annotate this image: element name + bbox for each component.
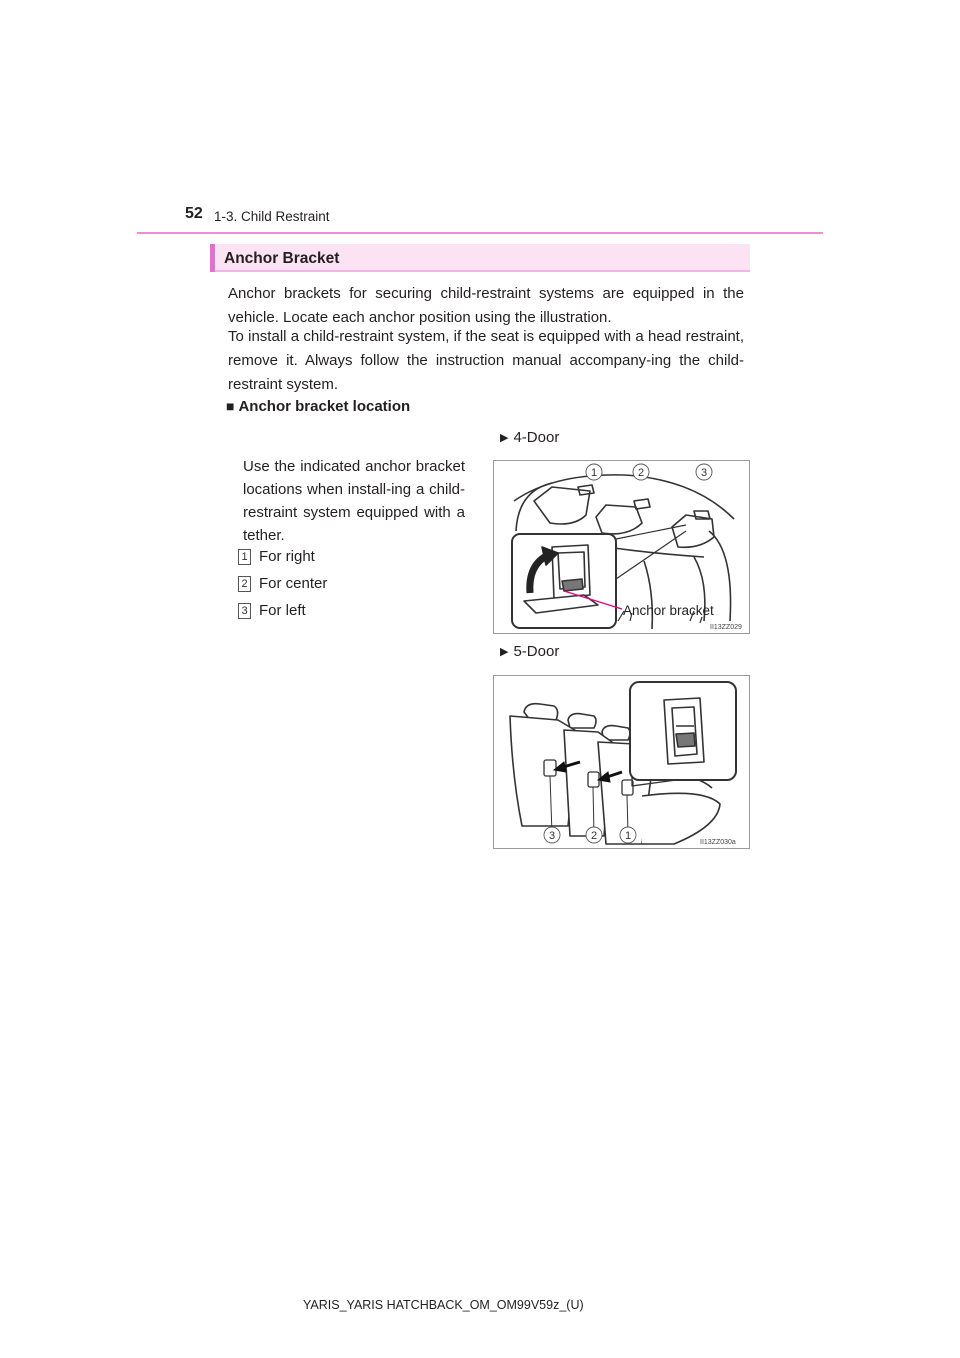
legend-number: 1 [238, 549, 251, 565]
section-title: 1-3. Child Restraint [214, 209, 330, 224]
four-door-figure [493, 460, 750, 634]
legend-label: For left [259, 602, 306, 619]
figure-number: 2 [637, 467, 645, 479]
triangle-bullet-icon: ▶ [500, 646, 509, 658]
legend-item [238, 575, 327, 592]
anchor-bracket-callout: Anchor bracket [623, 603, 714, 618]
intro-paragraph: Anchor brackets for securing child-restraint systems are equipped in the vehicle. Locate each anchor position using the illustration. [228, 285, 744, 326]
legend-item [238, 602, 306, 619]
page-number: 52 [185, 205, 203, 222]
figure-code: II13ZZ030a [700, 839, 736, 846]
figure-number: 3 [548, 830, 556, 842]
figure-number: 1 [624, 830, 632, 842]
legend-label: For center [259, 575, 328, 592]
header-rule [137, 232, 823, 234]
sub-heading-text: Anchor bracket location [238, 398, 411, 415]
legend-item [238, 548, 315, 565]
triangle-bullet-icon: ▶ [500, 432, 509, 444]
sub-heading [226, 398, 410, 415]
figure-number: 1 [590, 467, 598, 479]
figure-code: II13ZZ029 [710, 624, 742, 631]
section-heading: Anchor Bracket [224, 250, 340, 267]
instruction-text: Use the indicated anchor bracket locations when install-ing a child-restraint system equipped with a tether. [243, 458, 465, 544]
figure-number: 3 [700, 467, 708, 479]
footer-doc-id: YARIS_YARIS HATCHBACK_OM_OM99V59z_(U) [303, 1298, 584, 1312]
legend-label: For right [259, 548, 315, 565]
four-door-illustration [494, 461, 749, 633]
four-door-label: ▶ 4-Door [500, 429, 560, 446]
five-door-label: ▶ 5-Door [500, 643, 560, 660]
square-bullet-icon: ■ [226, 398, 235, 414]
five-door-illustration [494, 676, 749, 848]
heading-accent [210, 244, 215, 272]
legend-number: 2 [238, 576, 251, 592]
install-paragraph: To install a child-restraint system, if the seat is equipped with a head restraint, remove it. Always follow the instruction manual accompany-ing the child-restraint system. [228, 328, 744, 393]
five-door-figure [493, 675, 750, 849]
figure-number: 2 [590, 830, 598, 842]
legend-number: 3 [238, 603, 251, 619]
